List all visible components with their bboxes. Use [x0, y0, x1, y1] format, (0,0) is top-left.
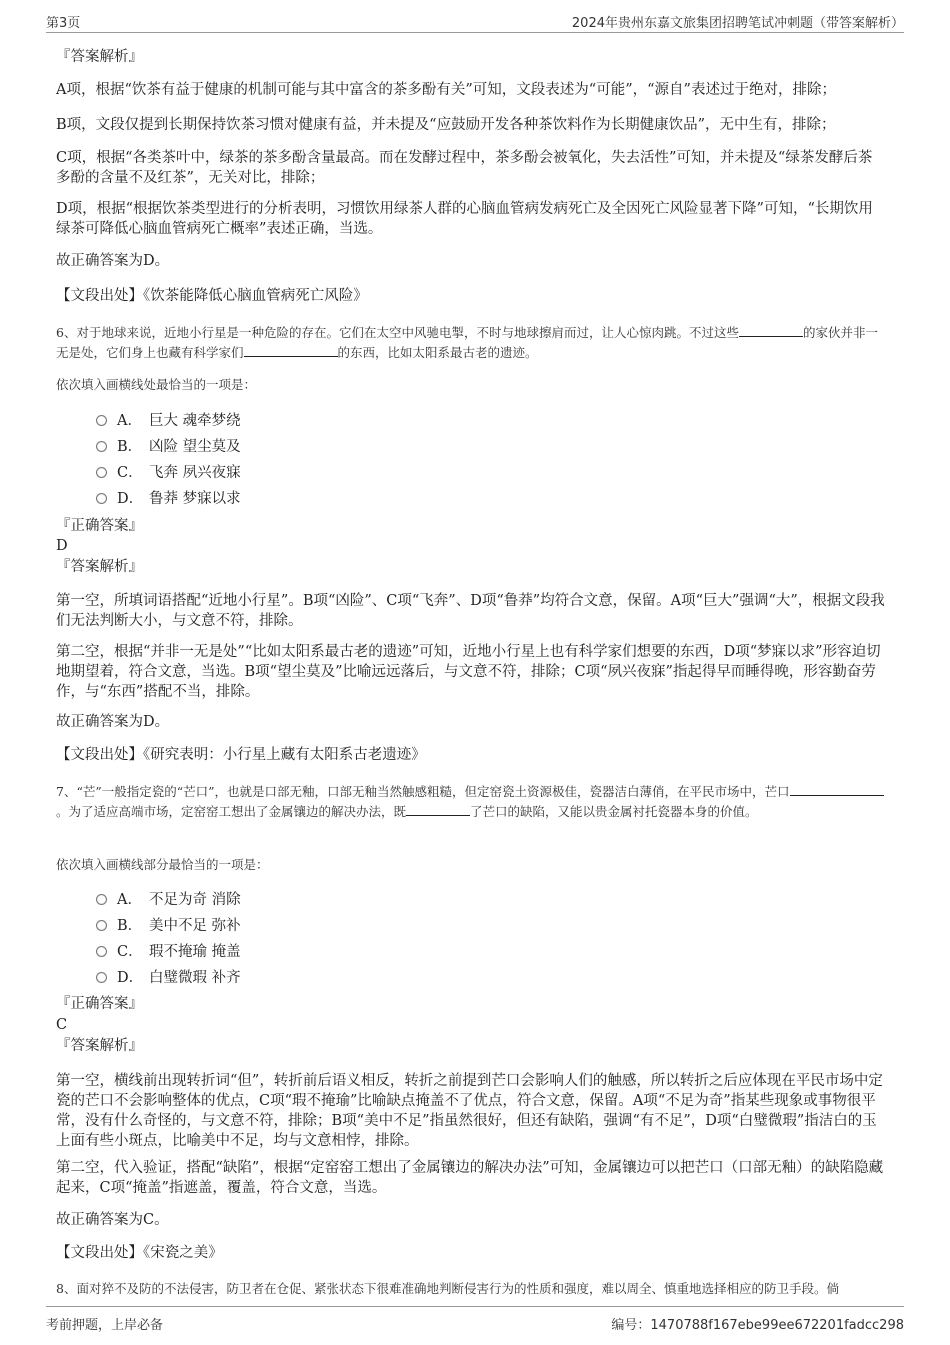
q6-analysis-p1: 第一空，所填词语搭配“近地小行星”。B项“凶险”、C项“飞奔”、D项“鲁莽”均符合文意，保留。A项“巨大”强调“大”，根据文段我们无法判断大小，与文意不符，排除。 — [56, 593, 885, 629]
page-number: 第3页 — [46, 16, 81, 31]
q6-prompt: 依次填入画横线处最恰当的一项是： — [56, 377, 257, 392]
q7-blank-1 — [790, 781, 884, 796]
q7-prompt: 依次填入画横线部分最恰当的一项是： — [56, 857, 269, 872]
q8-stem: 8、面对猝不及防的不法侵害，防卫者在仓促、紧张状态下很难准确地判断侵害行为的性质和强度，难以周全、慎重地选择相应的防卫手段。倘 — [56, 1281, 839, 1296]
footer-slogan: 考前押题，上岸必备 — [46, 1318, 164, 1333]
q7-source: 【文段出处】《宋瓷之美》 — [56, 1245, 223, 1261]
q7-analysis-p1: 第一空，横线前出现转折词“但”，转折前后语义相反，转折之前提到芒口会影响人们的触感，所以转折之后应体现在平民市场中定瓷的芒口不会影响整体的优点，C项“瑕不掩瑜”比喻缺点掩盖不了优点，符合文意，保留。A项“不足为奇”指某些现象或事物很平常，没有什么奇怪的，与文意不符，排除；B项“美中不足”指虽然很好，但还有缺陷，强调“有不足”，D项“白璧微瑕”指洁白的玉上面有些小斑点，比喻美中不足，均与文意相悖，排除。 — [56, 1073, 883, 1149]
q6-option-a[interactable]: A． 巨大 魂牵梦绕 — [96, 411, 241, 431]
document-title: 2024年贵州东嘉文旅集团招聘笔试冲刺题（带答案解析） — [571, 16, 904, 31]
document-code: 编号：1470788f167ebe99ee672201fadcc298 — [611, 1318, 904, 1333]
q6-analysis-p2: 第二空，根据“并非一无是处”“比如太阳系最古老的遗迹”可知，近地小行星上也有科学家们想要的东西，D项“梦寐以求”形容迫切地期望着，符合文意，当选。B项“望尘莫及”比喻远远落后，与文意不符，排除；C项“夙兴夜寐”指起得早而睡得晚，形容勤奋劳作，与“东西”搭配不当，排除。 — [56, 644, 881, 700]
q7-analysis-title: 『答案解析』 — [56, 1038, 143, 1054]
q7-option-b[interactable]: B． 美中不足 弥补 — [96, 916, 241, 936]
q7-conclusion: 故正确答案为C。 — [56, 1212, 169, 1228]
radio-icon[interactable] — [96, 894, 107, 905]
radio-icon[interactable] — [96, 467, 107, 478]
q6-option-c[interactable]: C． 飞奔 夙兴夜寐 — [96, 463, 241, 483]
q7-stem: 7、“芒”一般指定瓷的“芒口”，也就是口部无釉，口部无釉当然触感粗糙，但定窑瓷土资源极佳，瓷器洁白薄俏，在平民市场中，芒口。为了适应高端市场，定窑窑工想出了金属镶边的解决办法，既 了芒口的缺陷，又能以贵金属衬托瓷器本身的价值。 — [56, 781, 886, 821]
q6-correct-answer: D — [56, 538, 68, 554]
q6-option-d[interactable]: D． 鲁莽 梦寐以求 — [96, 489, 241, 509]
q5-analysis-b: B项，文段仅提到长期保持饮茶习惯对健康有益，并未提及“应鼓励开发各种茶饮料作为长期健康饮品”，无中生有，排除； — [56, 117, 836, 133]
q7-blank-2 — [406, 801, 470, 816]
q5-analysis-d: D项，根据“根据饮茶类型进行的分析表明，习惯饮用绿茶人群的心脑血管病发病死亡及全因死亡风险显著下降”可知，“长期饮用绿茶可降低心脑血管病死亡概率”表述正确，当选。 — [56, 201, 873, 237]
page-footer — [46, 1306, 904, 1337]
radio-icon[interactable] — [96, 441, 107, 452]
q7-option-a[interactable]: A． 不足为奇 消除 — [96, 890, 241, 910]
radio-icon[interactable] — [96, 415, 107, 426]
q5-analysis-c: C项，根据“各类茶叶中，绿茶的茶多酚含量最高。而在发酵过程中，茶多酚会被氧化，失去活性”可知，并未提及“绿茶发酵后茶多酚的含量不及红茶”，无关对比，排除； — [56, 150, 873, 186]
q6-blank-2 — [244, 342, 338, 357]
radio-icon[interactable] — [96, 946, 107, 957]
q7-correct-answer: C — [56, 1017, 68, 1033]
page-header — [46, 12, 904, 33]
q7-analysis-p2: 第二空，代入验证，搭配“缺陷”，根据“定窑窑工想出了金属镶边的解决办法”可知，金属镶边可以把芒口（口部无釉）的缺陷隐藏起来，C项“掩盖”指遮盖，覆盖，符合文意，当选。 — [56, 1160, 884, 1196]
q6-analysis-title: 『答案解析』 — [56, 559, 143, 575]
q5-analysis-a: A项，根据“饮茶有益于健康的机制可能与其中富含的茶多酚有关”可知，文段表述为“可能”，“源自”表述过于绝对，排除； — [56, 82, 836, 98]
radio-icon[interactable] — [96, 920, 107, 931]
radio-icon[interactable] — [96, 493, 107, 504]
q7-option-d[interactable]: D． 白璧微瑕 补齐 — [96, 968, 241, 988]
q6-conclusion: 故正确答案为D。 — [56, 714, 170, 730]
q6-correct-title: 『正确答案』 — [56, 518, 143, 534]
q6-stem: 6、对于地球来说，近地小行星是一种危险的存在。它们在太空中风驰电掣，不时与地球擦肩而过，让人心惊肉跳。不过这些 的家伙并非一无是处，它们身上也藏有科学家们 的东西，比如太阳系最古老的遗迹。 — [56, 322, 886, 362]
q6-blank-1 — [739, 322, 803, 337]
q6-option-b[interactable]: B． 凶险 望尘莫及 — [96, 437, 241, 457]
q5-analysis-title: 『答案解析』 — [56, 49, 143, 65]
q7-correct-title: 『正确答案』 — [56, 996, 143, 1012]
q7-option-c[interactable]: C． 瑕不掩瑜 掩盖 — [96, 942, 241, 962]
q5-source: 【文段出处】《饮茶能降低心脑血管病死亡风险》 — [56, 288, 368, 304]
q6-source: 【文段出处】《研究表明：小行星上藏有太阳系古老遗迹》 — [56, 747, 426, 763]
radio-icon[interactable] — [96, 972, 107, 983]
q5-conclusion: 故正确答案为D。 — [56, 253, 170, 269]
